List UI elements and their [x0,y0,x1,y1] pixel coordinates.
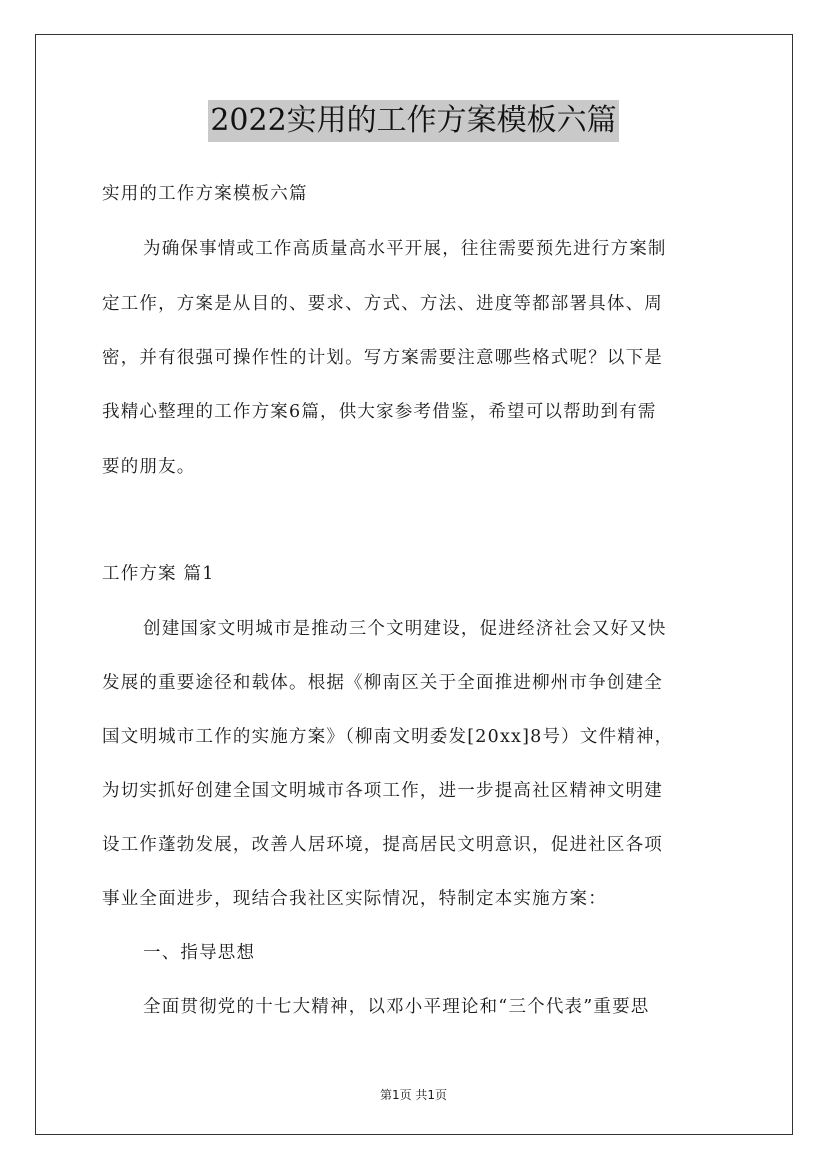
section-line: 发展的重要途径和载体。根据《柳南区关于全面推进柳州市争创建全 [102,673,663,693]
document-title: 2022实用的工作方案模板六篇 [208,100,618,142]
section-line: 为切实抓好创建全国文明城市各项工作，进一步提高社区精神文明建 [102,781,663,801]
intro-line: 我精心整理的工作方案6篇，供大家参考借鉴，希望可以帮助到有需 [102,402,657,422]
document-subtitle: 实用的工作方案模板六篇 [102,184,308,204]
section-heading: 工作方案 篇1 [102,564,215,584]
title-container [0,100,827,142]
intro-line: 密，并有很强可操作性的计划。写方案需要注意哪些格式呢？以下是 [102,348,663,368]
subheading: 一、指导思想 [143,943,256,963]
intro-line: 为确保事情或工作高质量高水平开展，往往需要预先进行方案制 [143,239,667,259]
section-line: 事业全面进步，现结合我社区实际情况，特制定本实施方案： [102,889,607,909]
section-line: 国文明城市工作的实施方案》（柳南文明委发[20xx]8号）文件精神， [102,727,674,747]
page-footer: 第1页 共1页 [379,1088,448,1102]
section-line: 设工作蓬勃发展，改善人居环境，提高居民文明意识，促进社区各项 [102,835,663,855]
intro-line: 定工作，方案是从目的、要求、方式、方法、进度等都部署具体、周 [102,294,663,314]
intro-line: 要的朋友。 [102,457,196,477]
section-line: 创建国家文明城市是推动三个文明建设，促进经济社会又好又快 [143,619,667,639]
body-line: 全面贯彻党的十七大精神，以邓小平理论和“三个代表”重要思 [143,997,650,1017]
